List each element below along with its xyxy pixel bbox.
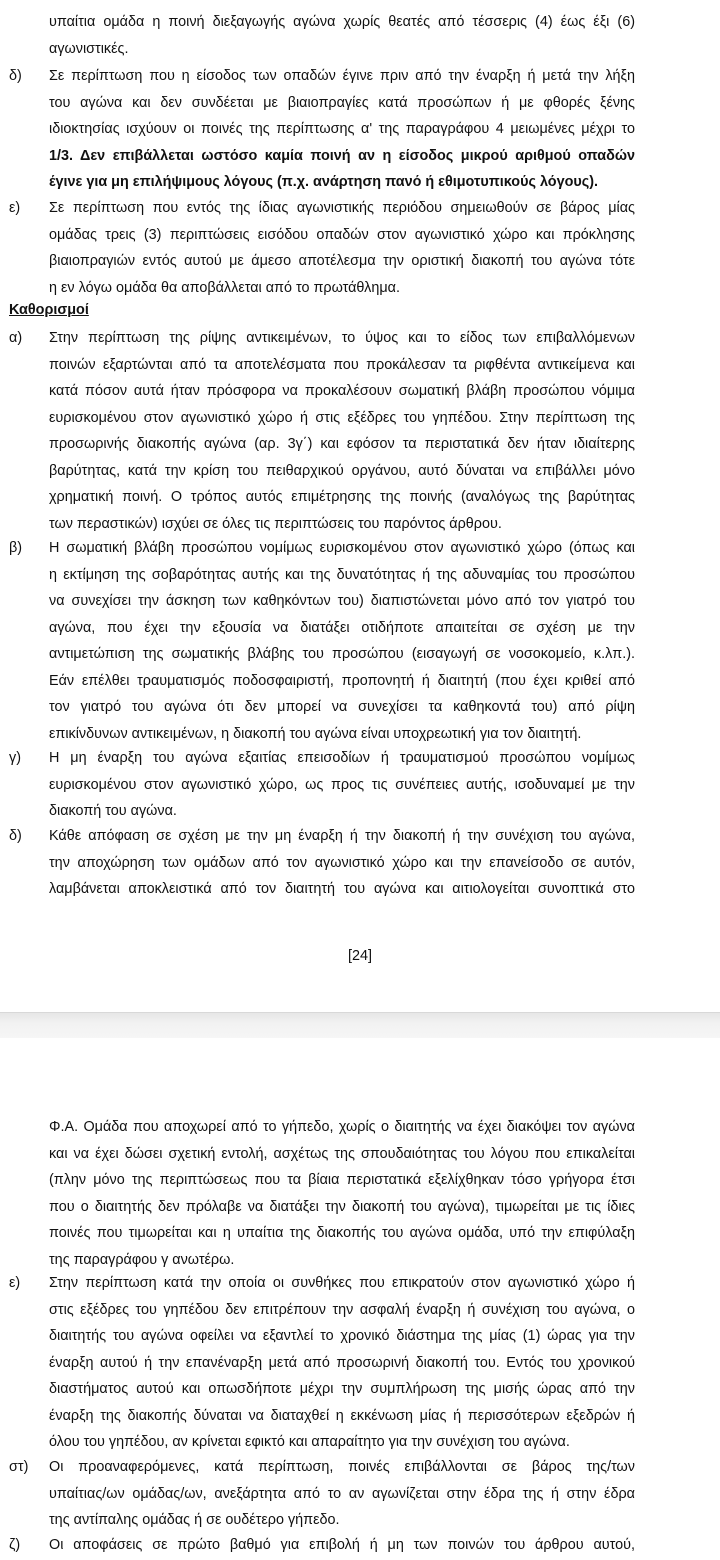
- item-label: στ): [9, 1459, 29, 1475]
- text-line: επικίνδυνων αντικειμένων, η διακοπή του αγώνα είναι υποχρεωτική για τον διαιτητή.: [49, 725, 582, 742]
- text-line: να συνεχίσει την άσκηση των καθηκόντων του) διαπιστώνεται μόνο από τον γιατρό του: [49, 593, 635, 609]
- text-line: της παραγράφου γ ανωτέρω.: [49, 1251, 235, 1268]
- text-line: ομάδας τρεις (3) περιπτώσεις εισόδου οπαδών στον αγωνιστικό χώρο και πρόκλησης: [49, 226, 635, 243]
- text-line: του αγώνα και δεν συνδέεται με βιαιοπραγίες κατά προσώπων ή με φθορές ξένης: [49, 94, 635, 111]
- text-line: η εκτίμηση της σοβαρότητας αυτής και της δυνατότητας ή της αδυναμίας του προσώπου: [49, 566, 635, 583]
- text-line: τον γιατρό του αγώνα ότι δεν μπορεί να συνεχίσει τα καθηκοντά του) από ρίψη: [49, 699, 635, 715]
- item-label: ε): [9, 200, 21, 216]
- item-label: δ): [9, 68, 22, 84]
- text-line: υπαίτιας/ων ομάδας/ων, ανεξάρτητα από το αν αγωνίζεται στην έδρα της ή στην έδρα: [49, 1485, 635, 1502]
- text-line: η εν λόγω ομάδα θα αποβάλλεται από το πρωτάθλημα.: [49, 279, 400, 296]
- clipped-top-line: [0, 0, 720, 3]
- item-label: α): [9, 330, 23, 346]
- text-line: και να έχει δώσει σχετική εντολή, ασχέτως της σπουδαιότητας του λόγου που επικαλείται: [49, 1145, 635, 1162]
- text-line: Σε περίπτωση που η είσοδος των οπαδών έγινε πριν από την έναρξη ή μετά την λήξη: [49, 68, 635, 84]
- page-number: [24]: [347, 948, 372, 964]
- text-line: Φ.Α. Ομάδα που αποχωρεί από το γήπεδο, χωρίς ο διαιτητής να έχει διακόψει τον αγώνα: [49, 1119, 635, 1135]
- text-line: βαρύτητας, κατά την κρίση του πειθαρχικού οργάνου, αυτό δύναται να επιβάλλει μόνο: [49, 462, 635, 479]
- text-line: ευρισκομένου στον αγωνιστικό χώρο, ως προς τις συνέπειες αυτής, ισοδυναμεί με την: [49, 776, 635, 793]
- text-line: διαιτητής του αγώνα οφείλει να εξαντλεί το χρονικό διάστημα της μίας (1) ώρας για την: [49, 1328, 635, 1344]
- text-line-bold: έγινε για μη επιλήψιμους λόγους (π.χ. ανάρτηση πανό ή εθιμοτυπικούς λόγους).: [49, 174, 599, 190]
- text-line: έναρξη της διακοπής δύναται να διαταχθεί η εκκένωση μίας ή περισσότερων εξεδρών ή: [49, 1407, 635, 1424]
- text-line: λαμβάνεται αποκλειστικά από τον διαιτητή του αγώνα και αιτιολογείται συνοπτικά στο: [49, 881, 635, 897]
- section-heading: Καθορισμοί: [9, 302, 89, 318]
- text-line: βιαιοπραγιών εντός αυτού με άμεσο αποτέλεσμα την οριστική διακοπή του αγώνα τότε: [49, 253, 635, 269]
- text-line: Κάθε απόφαση σε σχέση με την μη έναρξη ή την διακοπή ή την συνέχιση του αγώνα,: [49, 828, 635, 844]
- document-page-25: [0, 1038, 720, 1560]
- text-line: χρηματική ποινή. Ο τρόπος αυτός επιμέτρησης της ποινής (αναλόγως της βαρύτητας: [49, 489, 635, 505]
- text-line: Εάν επέλθει τραυματισμός ποδοσφαιριστή, προπονητή ή διαιτητή (που έχει κριθεί από: [49, 672, 635, 689]
- text-line: ιδιοκτησίας ισχύουν οι ποινές της περίπτωσης α' της παραγράφου 4 μειωμένες μέχρι το: [49, 121, 635, 137]
- text-line: (πλην μόνο της περιπτώσεως που τα βίαια περιστατικά εξελίχθηκαν τόσο γρήγορα έτσι: [49, 1172, 635, 1188]
- text-line: κατά πόσον αυτά ήταν πρόσφορα να προκαλέσουν σωματική βλάβη προσώπου νόμιμα: [49, 383, 635, 399]
- text-line: Σε περίπτωση που εντός της ίδιας αγωνιστικής περιόδου σημειωθούν σε βάρος μίας: [49, 200, 635, 216]
- text-line: έναρξη αυτού ή την επανέναρξη μετά από προσωρινή διακοπή του. Εντός του χρονικού: [49, 1354, 635, 1371]
- text-line: υπαίτια ομάδα η ποινή διεξαγωγής αγώνα χωρίς θεατές από τέσσερις (4) έως έξι (6): [49, 14, 635, 30]
- item-label: δ): [9, 828, 22, 844]
- text-line: ευρισκομένου στον αγωνιστικό χώρο ή στις εξέδρες του γηπέδου. Στην περίπτωση της: [49, 409, 635, 426]
- item-label: γ): [9, 750, 21, 766]
- text-line: που ο διαιτητής δεν πρόλαβε να διατάξει την διακοπή του αγώνα), τιμωρείται με τις ίδιες: [49, 1198, 635, 1215]
- text-line: Στην περίπτωση της ρίψης αντικειμένων, το ύψος και το είδος των επιβαλλόμενων: [49, 330, 635, 346]
- page-separator: [0, 1012, 720, 1039]
- text-line: ποινών εξαρτώνται από τα αποτελέσματα που προκάλεσαν τα ριφθέντα αντικείμενα και: [49, 356, 635, 373]
- item-label: β): [9, 540, 23, 556]
- text-line: την αποχώρηση των ομάδων από τον αγωνιστικό χώρο και την επανείσοδο σε αυτόν,: [49, 854, 635, 871]
- text-line: Η σωματική βλάβη προσώπου νομίμως ευρισκομένου στον αγωνιστικό χώρο (όπως και: [49, 540, 635, 556]
- text-line: στις εξέδρες του γηπέδου δεν επιτρέπουν την ασφαλή έναρξη ή συνέχιση του αγώνα, ο: [49, 1301, 635, 1318]
- text-line: ποινές που τιμωρείται και η υπαίτια της διακοπής του αγώνα ομάδα, υπό την επιφύλαξη: [49, 1225, 635, 1241]
- text-line: αγωνιστικές.: [49, 40, 129, 57]
- text-line: [49, 0, 635, 3]
- text-line: Οι αποφάσεις σε πρώτο βαθμό για επιβολή ή μη των ποινών του άρθρου αυτού,: [49, 1537, 635, 1553]
- text-line: όλου του γηπέδου, αν κρίνεται εφικτό και απαραίτητο για την συνέχιση του αγώνα.: [49, 1434, 570, 1450]
- text-line: της αντίπαλης ομάδας ή σε ουδέτερο γήπεδο.: [49, 1512, 340, 1528]
- text-line: αγώνα, που έχει την εξουσία να διατάξει οτιδήποτε απαιτείται σε σχέση με την: [49, 619, 635, 636]
- text-line: προσωρινής διακοπής αγώνα (αρ. 3γ΄) και εφόσον τα περιστατικά δεν ήταν ιδιαίτερης: [49, 436, 635, 452]
- item-label: ζ): [9, 1537, 21, 1553]
- text-line: διαστήματος αυτού και οπωσδήποτε μέχρι την συμπλήρωση της μισής ώρας από την: [49, 1381, 635, 1397]
- text-line: Η μη έναρξη του αγώνα εξαιτίας επεισοδίων ή τραυματισμού προσώπου νομίμως: [49, 750, 635, 766]
- item-label: ε): [9, 1275, 21, 1291]
- text-line: των περαστικών) ισχύει σε όλες τις περιπτώσεις του παρόντος άρθρου.: [49, 515, 502, 532]
- text-line: αντιμετώπιση της σωματικής βλάβης του προσώπου (εισαγωγή σε νοσοκομείο, κ.λπ.).: [49, 646, 635, 662]
- text-line: Στην περίπτωση κατά την οποία οι συνθήκες που επικρατούν στον αγωνιστικό χώρο ή: [49, 1275, 635, 1291]
- text-line: διακοπή του αγώνα.: [49, 803, 177, 819]
- text-line: Οι προαναφερόμενες, κατά περίπτωση, ποινές επιβάλλονται σε βάρος της/των: [49, 1459, 635, 1475]
- text-line-bold: 1/3. Δεν επιβάλλεται ωστόσο καμία ποινή αν η είσοδος μικρού αριθμού οπαδών: [49, 147, 635, 164]
